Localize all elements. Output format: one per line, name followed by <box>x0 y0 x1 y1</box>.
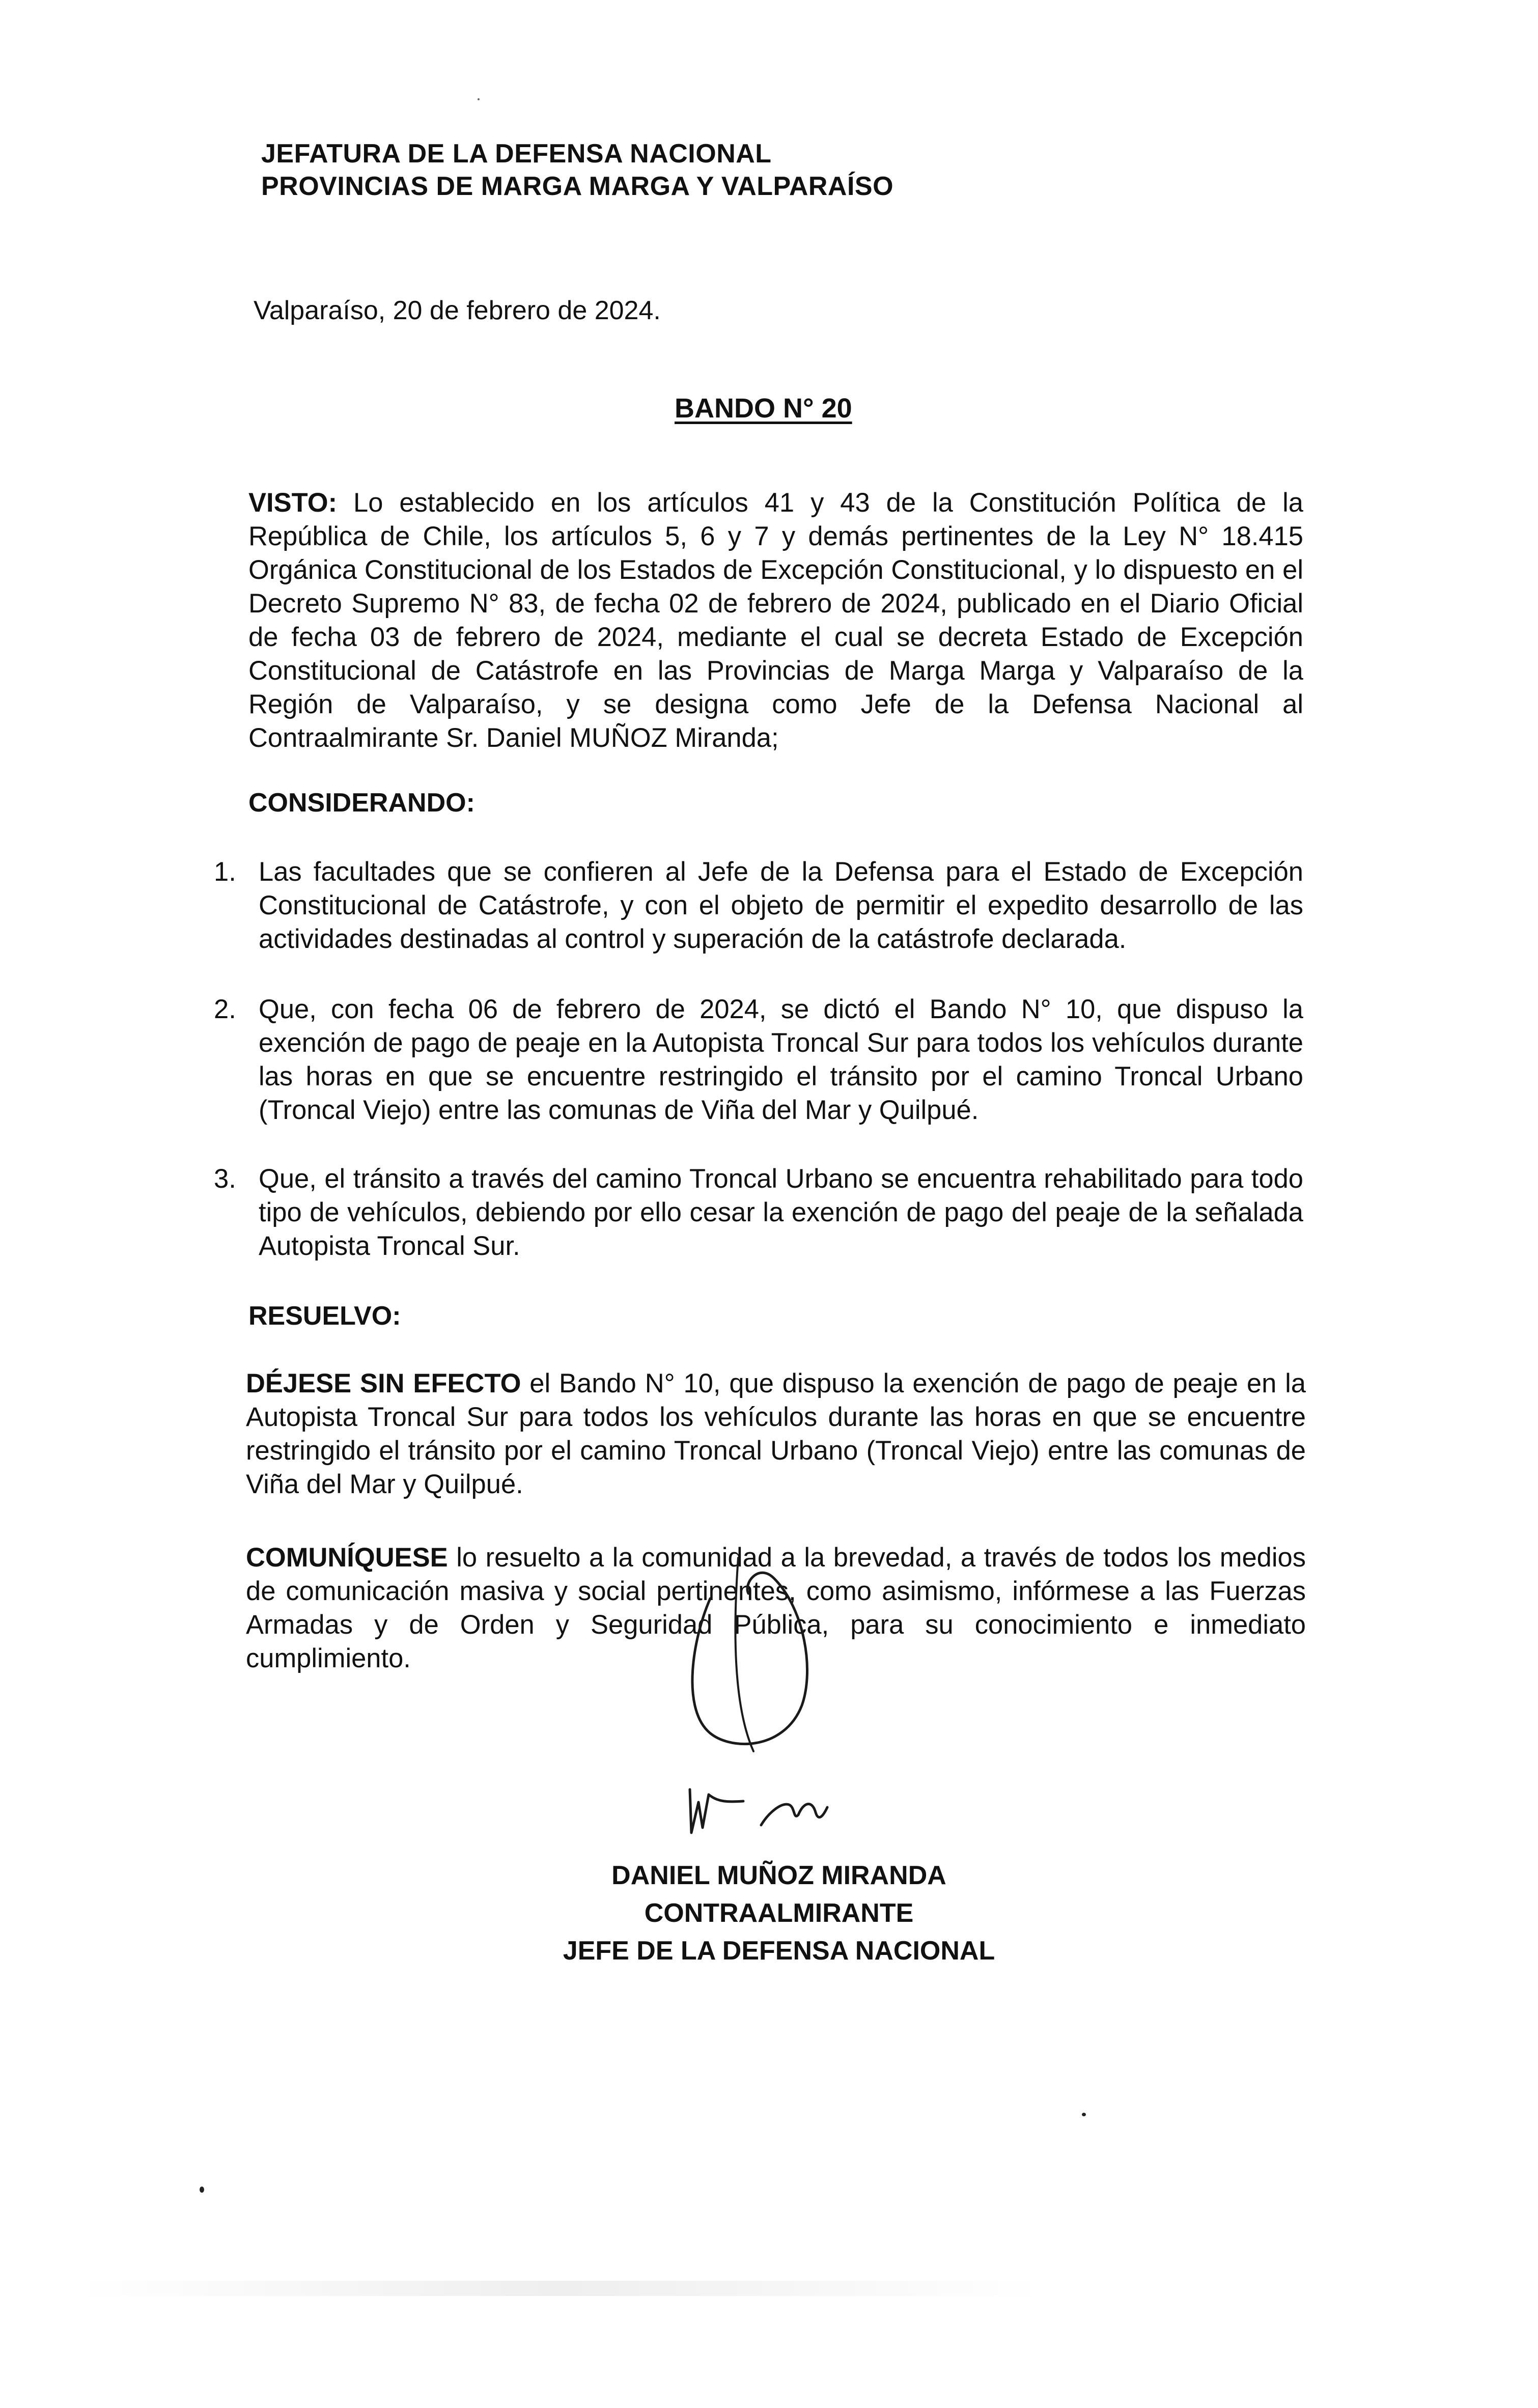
item-number: 1. <box>214 857 236 887</box>
comuniquese-text: lo resuelto a la comunidad a la brevedad, a través de todos los medios de comunicación masiva y social pertinentes, como asimismo, infórmese a las Fuerzas Armadas y de Orden y Seguridad Pública, para su conocimiento e inmediato cumplimiento. <box>246 1543 1306 1673</box>
scan-smudge <box>76 2281 1044 2296</box>
signer-role: JEFE DE LA DEFENSA NACIONAL <box>563 1936 995 1966</box>
item-number: 2. <box>214 994 236 1024</box>
visto-label: VISTO: <box>248 488 338 518</box>
visto-text: Lo establecido en los artículos 41 y 43 de la Constitución Política de la República de Chile, los artículos 5, 6 y 7 y demás pertinentes de la Ley N° 18.415 Orgánica Constitucional de los Estados de Excepción Constitucional, y lo dispuesto en el Decreto Supremo N° 83, de fecha 02 de febrero de 2024, publicado en el Diario Oficial de fecha 03 de febrero de 2024, mediante el cual se decreta Estado de Excepción Constitucional de Catástrofe en las Provincias de Marga Marga y Valparaíso de la Región de Valparaíso, y se designa como Jefe de la Defensa Nacional al Contraalmirante Sr. Daniel MUÑOZ Miranda; <box>248 488 1303 753</box>
resuelvo-heading: RESUELVO: <box>248 1301 401 1331</box>
document-header <box>261 137 893 203</box>
dejese-paragraph <box>246 1367 1306 1501</box>
dejese-text: el Bando N° 10, que dispuso la exención de pago de peaje en la Autopista Troncal Sur para todos los vehículos durante las horas en que se encuentre restringido el tránsito por el camino Troncal Urbano (Troncal Viejo) entre las comunas de Viña del Mar y Quilpué. <box>246 1368 1306 1499</box>
item-text: Que, con fecha 06 de febrero de 2024, se dictó el Bando N° 10, que dispuso la exención de pago de peaje en la Autopista Troncal Sur para todos los vehículos durante las horas en que se encuentre restringido el tránsito por el camino Troncal Urbano (Troncal Viejo) entre las comunas de Viña del Mar y Quilpué. <box>259 994 1303 1125</box>
item-text: Que, el tránsito a través del camino Troncal Urbano se encuentra rehabilitado para todo tipo de vehículos, debiendo por ello cesar la exención de pago del peaje de la señalada Autopista Troncal Sur. <box>259 1164 1303 1261</box>
handwritten-signature <box>662 1537 876 1853</box>
item-text: Las facultades que se confieren al Jefe de la Defensa para el Estado de Excepción Constitucional de Catástrofe, y con el objeto de permitir el expedito desarrollo de las actividades destinadas al control y superación de la catástrofe declarada. <box>259 857 1303 954</box>
document-date: Valparaíso, 20 de febrero de 2024. <box>254 296 661 325</box>
item-number: 3. <box>214 1164 236 1194</box>
scan-speck <box>478 98 480 100</box>
visto-paragraph <box>248 486 1303 755</box>
considerando-heading: CONSIDERANDO: <box>248 788 475 818</box>
header-line-1: JEFATURA DE LA DEFENSA NACIONAL <box>261 139 772 169</box>
signer-rank: CONTRAALMIRANTE <box>644 1898 914 1928</box>
header-line-2: PROVINCIAS DE MARGA MARGA Y VALPARAÍSO <box>261 172 894 201</box>
scan-speck <box>1082 2113 1086 2116</box>
dejese-label: DÉJESE SIN EFECTO <box>246 1368 521 1398</box>
comuniquese-label: COMUNÍQUESE <box>246 1543 448 1573</box>
document-title: BANDO N° 20 <box>675 393 852 424</box>
signer-name: DANIEL MUÑOZ MIRANDA <box>611 1861 946 1890</box>
scan-speck <box>200 2187 204 2193</box>
